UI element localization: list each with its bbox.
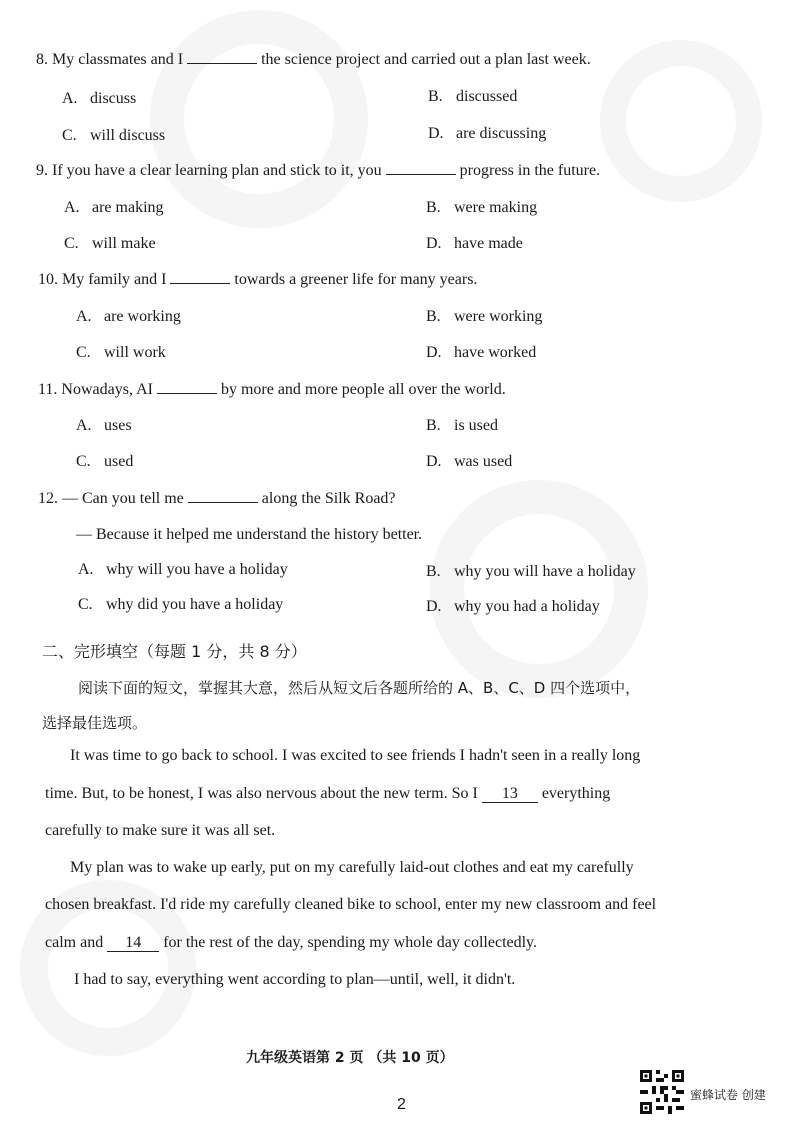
question-9: 9. If you have a clear learning plan and stick to it, you progress in the future. bbox=[36, 162, 601, 179]
option-10d[interactable]: D. have worked bbox=[426, 344, 537, 361]
passage-line: It was time to go back to school. I was excited to see friends I hadn't seen in a really long bbox=[70, 747, 641, 764]
page-number: 2 bbox=[397, 1096, 406, 1113]
answer-blank[interactable] bbox=[188, 502, 258, 503]
passage-line: chosen breakfast. I'd ride my carefully cleaned bike to school, enter my new classroom and feel bbox=[45, 896, 657, 913]
question-12: 12. — Can you tell me along the Silk Road? bbox=[38, 490, 396, 507]
option-9c[interactable]: C. will make bbox=[64, 235, 156, 252]
option-10a[interactable]: A. are working bbox=[76, 308, 181, 325]
option-9a[interactable]: A. are making bbox=[64, 199, 164, 216]
blank-14[interactable]: 14 bbox=[107, 935, 159, 952]
answer-blank[interactable] bbox=[187, 63, 257, 64]
answer-blank[interactable] bbox=[170, 283, 230, 284]
option-12d[interactable]: D. why you had a holiday bbox=[426, 598, 600, 615]
answer-blank[interactable] bbox=[157, 393, 217, 394]
option-9b[interactable]: B. were making bbox=[426, 199, 538, 216]
question-8: 8. My classmates and I the science project and carried out a plan last week. bbox=[36, 51, 591, 68]
option-11c[interactable]: C. used bbox=[76, 453, 134, 470]
option-12a[interactable]: A. why will you have a holiday bbox=[78, 561, 288, 578]
question-10: 10. My family and I towards a greener life for many years. bbox=[38, 271, 478, 288]
section-instruction: 阅读下面的短文，掌握其大意，然后从短文后各题所给的 A、B、C、D 四个选项中， bbox=[78, 679, 641, 697]
page-footer: 九年级英语第 2 页 （共 10 页） bbox=[246, 1050, 454, 1066]
option-10b[interactable]: B. were working bbox=[426, 308, 543, 325]
brand-label: 蜜蜂试卷 创建 bbox=[690, 1088, 766, 1102]
passage-line: I had to say, everything went according to plan—until, well, it didn't. bbox=[74, 971, 516, 988]
question-12-response: — Because it helped me understand the history better. bbox=[76, 526, 423, 543]
passage-line: carefully to make sure it was all set. bbox=[45, 822, 276, 839]
option-8b[interactable]: B. discussed bbox=[428, 88, 518, 105]
option-8d[interactable]: D. are discussing bbox=[428, 125, 547, 142]
option-11a[interactable]: A. uses bbox=[76, 417, 132, 434]
option-12c[interactable]: C. why did you have a holiday bbox=[78, 596, 284, 613]
section-title: 二、完形填空（每题 1 分，共 8 分） bbox=[42, 642, 307, 661]
passage-line: calm and 14 for the rest of the day, spending my whole day collectedly. bbox=[45, 934, 538, 951]
option-9d[interactable]: D. have made bbox=[426, 235, 523, 252]
watermark-logo bbox=[430, 480, 648, 698]
passage-line: My plan was to wake up early, put on my carefully laid-out clothes and eat my carefully bbox=[70, 859, 634, 876]
passage-line: time. But, to be honest, I was also nervous about the new term. So I 13 everything bbox=[45, 785, 611, 802]
option-8a[interactable]: A. discuss bbox=[62, 90, 137, 107]
option-10c[interactable]: C. will work bbox=[76, 344, 166, 361]
option-8c[interactable]: C. will discuss bbox=[62, 127, 166, 144]
qr-code-icon[interactable] bbox=[640, 1070, 684, 1114]
option-12b[interactable]: B. why you will have a holiday bbox=[426, 563, 636, 580]
section-instruction-cont: 选择最佳选项。 bbox=[42, 714, 148, 732]
option-11d[interactable]: D. was used bbox=[426, 453, 513, 470]
blank-13[interactable]: 13 bbox=[482, 786, 538, 803]
option-11b[interactable]: B. is used bbox=[426, 417, 498, 434]
watermark-logo bbox=[150, 10, 368, 228]
watermark-logo bbox=[600, 40, 762, 202]
answer-blank[interactable] bbox=[386, 174, 456, 175]
question-11: 11. Nowadays, AI by more and more people all over the world. bbox=[38, 381, 506, 398]
